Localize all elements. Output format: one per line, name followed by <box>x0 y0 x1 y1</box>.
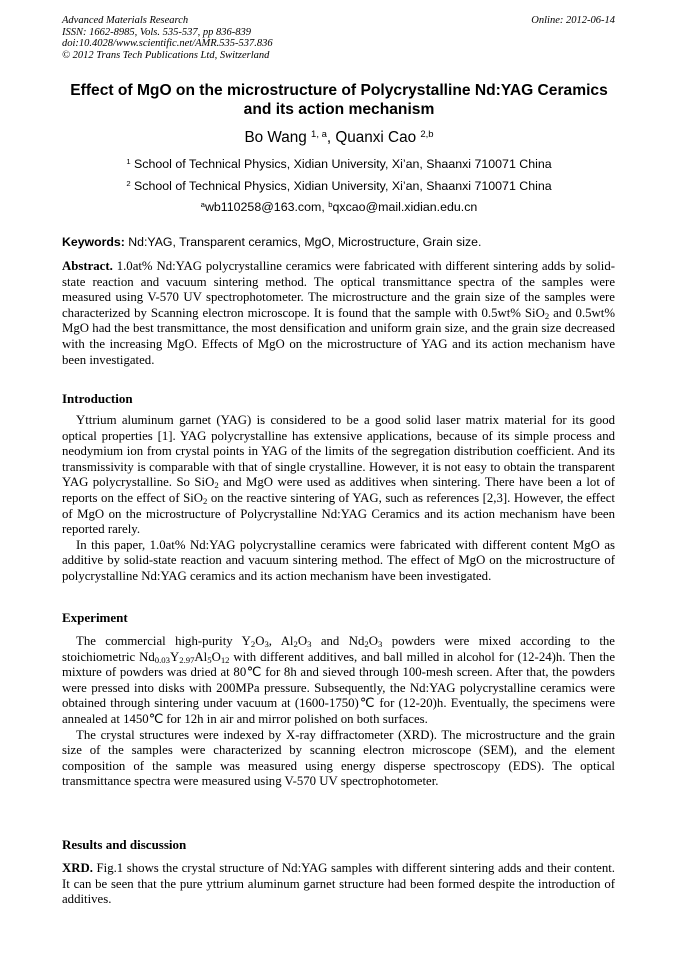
intro-p1-part-a: Yttrium aluminum garnet (YAG) is considered to be a good solid laser matrix material for its good optical properties [1]. YAG polycrystalline has extensive applications, because of its simple process and neodymium ion from crystal points in YAG of the limits of the segregation distribution coefficient. And its transmissivity is comparable with that of single crystalline. However, it is not easy to obtain the transparent YAG polycrystalline. So SiO <box>62 413 615 490</box>
abstract-text-2: and 0.5wt% MgO had the best transmittance, the most densification and uniform grain size, and the grain size decreased with the increasing MgO. Effects of MgO on the microstructure of YAG and its action mechanism have been investigated. <box>62 305 615 367</box>
exp-sub-7: 0.03 <box>154 654 170 665</box>
intro-p1-part-b: and MgO were used as additives when sintering. There have been a lot of reports on the effect of SiO <box>62 475 615 505</box>
exp-sub-9: 5 <box>207 654 212 665</box>
exp-text-j: O <box>211 649 221 664</box>
intro-p1-subscript-2: 2 <box>203 496 208 507</box>
doi-line: doi:10.4028/www.scientific.net/AMR.535-537.836 <box>62 38 273 49</box>
experiment-heading: Experiment <box>62 610 128 625</box>
exp-text-d: O <box>297 634 308 648</box>
exp-sub-8: 2.97 <box>179 654 195 665</box>
exp-text-b: O <box>255 634 265 648</box>
email-b: qxcao@mail.xidian.edu.cn <box>332 200 478 214</box>
exp-text-e: and Nd <box>311 634 365 648</box>
keywords <box>62 235 615 250</box>
experiment-paragraph-1 <box>62 634 615 728</box>
affiliation-2 <box>50 179 628 194</box>
exp-sub-3: 2 <box>293 639 298 650</box>
experiment-paragraph-2: The crystal structures were indexed by X-ray diffractometer (XRD). The microstructure and the grain size of the samples were characterized by scanning electron microscope (SEM), and the element composition of the sample was measured using energy disperse spectroscopy (EDS). The optical transmittance spectra were measured using V-570 UV spectrophotometer. <box>62 727 615 789</box>
affiliation-1-number: 1 <box>126 156 131 166</box>
email-b-mark: b <box>328 199 333 209</box>
keywords-text: Nd:YAG, Transparent ceramics, MgO, Microstructure, Grain size. <box>128 235 482 249</box>
author-list: Bo Wang $^{1, a}$, Quanxi Cao $^{2,b}$ <box>244 128 434 146</box>
exp-sub-5: 2 <box>364 639 369 650</box>
xrd-label: XRD. <box>62 861 93 875</box>
experiment-section <box>62 634 615 790</box>
results-paragraph: Fig.1 shows the crystal structure of Nd:YAG samples with different sintering adds and their content. It can be seen that the pure yttrium aluminum garnet structure had been formed despite the introduction of additives. <box>62 861 615 907</box>
exp-text-c: , Al <box>268 634 294 648</box>
introduction-paragraph-1 <box>62 413 615 538</box>
keywords-label: Keywords: <box>62 235 125 249</box>
exp-sub-4: 3 <box>307 639 312 650</box>
author-2: Quanxi Cao <box>335 129 417 146</box>
abstract-subscript: 2 <box>544 310 550 321</box>
results-heading: Results and discussion <box>62 837 187 852</box>
author-1: Bo Wang <box>244 129 307 146</box>
exp-sub-10: 12 <box>220 654 230 665</box>
affiliation-1-text: School of Technical Physics, Xidian University, Xi’an, Shaanxi 710071 China <box>134 157 552 171</box>
intro-p1-part-c: on the reactive sintering of YAG, such as references [2,3]. However, the effect of MgO on the microstructure of Polycrystalline Nd:YAG Ceramics and its action mechanism have been reported rarely. <box>62 490 615 537</box>
online-date: Online: 2012-06-14 <box>531 15 615 26</box>
abstract-text-1: 1.0at% Nd:YAG polycrystalline ceramics were fabricated with different sintering adds by solid-state reaction and vacuum sintering method. The optical transmittance spectra of the samples were measured using V-570 UV spectrophotometer. The microstructure and the grain size of the samples were characterized by Scanning electron microscope. It is found that the sample with 0.5wt% SiO <box>62 259 615 320</box>
author-1-affiliation-mark: 1, a <box>311 128 327 140</box>
exp-sub-1: 2 <box>250 639 256 650</box>
exp-text-i: Al <box>194 649 208 664</box>
title-line-1: Effect of MgO on the microstructure of Polycrystalline Nd:YAG Ceramics <box>70 82 608 99</box>
email-a: wb110258@163.com, <box>204 200 325 214</box>
title-line-2: and its action mechanism <box>243 101 435 118</box>
journal-header <box>62 15 615 61</box>
copyright-line: © 2012 Trans Tech Publications Ltd, Switzerland <box>62 49 270 61</box>
author-2-affiliation-mark: 2,b <box>420 128 434 140</box>
author-emails <box>50 200 628 215</box>
abstract <box>62 259 615 368</box>
introduction-section <box>62 413 615 585</box>
introduction-heading: Introduction <box>62 391 133 406</box>
abstract-label: Abstract. <box>62 259 113 273</box>
email-a-mark: a <box>200 199 205 209</box>
exp-text-k: with different additives, and ball milled in alcohol for (12-24)h. Then the mixture of powders was dried at 80℃ for 8h and sieved through 100-mesh screen. After that, the powders were pressed into disks with 200MPa pressure. Subsequently, the Nd:YAG polycrystalline ceramics were obtained through sintering under vacuum at (1600-1750)℃ for (12-20)h. Eventually, the specimens were annealed at 1450℃ for 12h in air and mirror polished on both surfaces. <box>62 649 615 726</box>
issn-line: ISSN: 1662-8985, Vols. 535-537, pp 836-839 <box>62 26 251 38</box>
affiliation-1 <box>50 157 628 172</box>
exp-sub-2: 3 <box>264 639 269 650</box>
introduction-paragraph-2: In this paper, 1.0at% Nd:YAG polycrystalline ceramics were fabricated with different content MgO as additive by solid-state reaction and vacuum sintering method. The effect of MgO on the microstructure of polycrystalline Nd:YAG ceramics and its action mechanism have been investigated. <box>62 537 615 583</box>
intro-p1-subscript-1: 2 <box>214 480 219 491</box>
results-section <box>62 861 615 908</box>
exp-text-g: powders were mixed according to the stoichiometric Nd <box>62 634 615 664</box>
exp-text-h: Y <box>169 649 180 664</box>
paper-title <box>50 81 628 119</box>
journal-name: Advanced Materials Research <box>62 15 189 26</box>
affiliation-2-text: School of Technical Physics, Xidian University, Xi’an, Shaanxi 710071 China <box>134 179 552 193</box>
exp-text-a: The commercial high-purity Y <box>76 634 251 648</box>
exp-sub-6: 3 <box>377 639 383 650</box>
exp-text-f: O <box>368 634 378 648</box>
affiliation-2-number: 2 <box>126 178 131 188</box>
